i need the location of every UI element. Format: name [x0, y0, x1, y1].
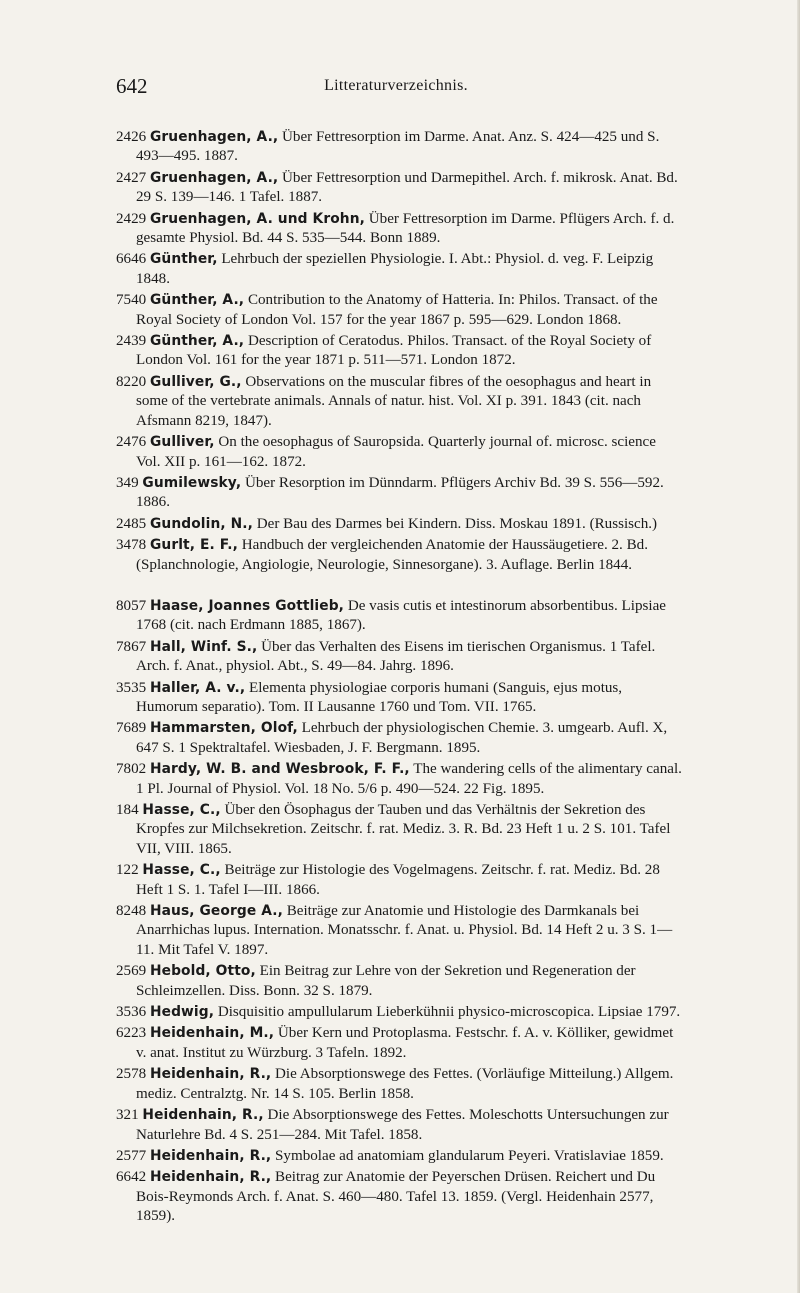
entry-number: 7540	[116, 292, 147, 309]
entry-number: 2476	[116, 434, 147, 451]
bibliography-list	[116, 128, 682, 1229]
entry-number: 321	[116, 1107, 139, 1124]
bibliography-entry	[116, 801, 682, 859]
entry-text: Über Kern und Protoplasma. Festschr. f. A. v. Kölliker, gewidmet v. anat. Institut zu Würzburg. 3 Tafeln. 1892.	[136, 1025, 674, 1061]
entry-text: On the oesophagus of Sauropsida. Quarterly journal of. microsc. science Vol. XII p. 161—162. 1872.	[136, 434, 656, 470]
entry-number: 122	[116, 862, 139, 879]
entry-number: 2439	[116, 333, 147, 350]
bibliography-entry	[116, 1024, 682, 1063]
entry-text: Ein Beitrag zur Lehre von der Sekretion und Regeneration der Schleimzellen. Diss. Bonn. 32 S. 1879.	[136, 963, 636, 999]
entry-number: 3535	[116, 679, 147, 696]
entry-text: Beitrag zur Anatomie der Peyerschen Drüsen. Reichert und Du Bois-Reymonds Arch. f. Anat. S. 460—480. Tafel 13. 1859. (Vergl. Heidenhain 2577, 1859).	[136, 1169, 656, 1225]
entry-author: Hedwig,	[149, 1004, 215, 1021]
entry-author: Haus, George A.,	[149, 903, 283, 920]
entry-number: 7802	[116, 761, 147, 778]
entry-author: Hardy, W. B. and Wesbrook, F. F.,	[149, 761, 410, 778]
entry-author: Heidenhain, R.,	[149, 1066, 272, 1083]
entry-text: Über Fettresorption im Darme. Pflügers Arch. f. d. gesamte Physiol. Bd. 44 S. 535—544. Bonn 1889.	[136, 210, 675, 247]
entry-number: 6223	[116, 1025, 147, 1042]
entry-text: Handbuch der vergleichenden Anatomie der Haussäugetiere. 2. Bd. (Splanchnologie, Angiologie, Neurologie, Sinnesorgane). 3. Auflage. Berlin 1844.	[136, 537, 648, 573]
entry-number: 349	[116, 474, 139, 491]
entry-number: 8220	[116, 373, 147, 390]
entry-number: 2485	[116, 515, 147, 532]
entry-author: Gulliver, G.,	[149, 373, 242, 390]
entry-author: Haller, A. v.,	[149, 679, 246, 696]
entry-author: Gumilewsky,	[142, 474, 242, 491]
bibliography-entry	[116, 250, 682, 289]
bibliography-entry	[116, 902, 682, 960]
entry-author: Haase, Joannes Gottlieb,	[149, 597, 345, 614]
bibliography-entry	[116, 1065, 682, 1104]
entry-number: 2577	[116, 1147, 147, 1164]
entry-author: Gulliver,	[149, 434, 215, 451]
entry-text: The wandering cells of the alimentary canal. 1 Pl. Journal of Physiol. Vol. 18 No. 5/6 p. 490—524. 22 Fig. 1895.	[136, 761, 682, 797]
bibliography-entry	[116, 638, 682, 677]
entry-number: 3536	[116, 1004, 147, 1021]
entry-author: Hasse, C.,	[142, 862, 221, 879]
entry-text: Lehrbuch der physiologischen Chemie. 3. umgearb. Aufl. X, 647 S. 1 Spektraltafel. Wiesbaden, J. F. Bergmann. 1895.	[136, 720, 668, 756]
entry-author: Günther, A.,	[149, 333, 245, 350]
entry-text: Die Absorptionswege des Fettes. Moleschotts Untersuchungen zur Naturlehre Bd. 4 S. 251—284. Mit Tafel. 1858.	[136, 1107, 669, 1143]
entry-number: 7689	[116, 720, 147, 737]
bibliography-entry	[116, 291, 682, 330]
entry-author: Hasse, C.,	[142, 802, 221, 818]
running-title: Litteraturverzeichnis.	[324, 77, 468, 94]
bibliography-entry	[116, 1147, 682, 1166]
bibliography-entry	[116, 962, 682, 1001]
bibliography-entry	[116, 169, 682, 208]
entry-text: Über das Verhalten des Eisens im tierischen Organismus. 1 Tafel. Arch. f. Anat., physiol. Abt., S. 49—84. Jahrg. 1896.	[136, 638, 656, 675]
bibliography-entry	[116, 433, 682, 472]
bibliography-entry	[116, 597, 682, 636]
entry-author: Gruenhagen, A. und Krohn,	[149, 210, 365, 227]
entry-author: Heidenhain, R.,	[149, 1169, 272, 1186]
entry-number: 184	[116, 802, 139, 818]
bibliography-entry	[116, 210, 682, 249]
entry-author: Gundolin, N.,	[149, 515, 253, 532]
entry-author: Heidenhain, R.,	[142, 1107, 264, 1124]
entry-author: Günther,	[149, 251, 218, 268]
entry-number: 6642	[116, 1169, 147, 1186]
bibliography-entry	[116, 679, 682, 718]
entry-text: Symbolae ad anatomiam glandularum Peyeri. Vratislaviae 1859.	[275, 1147, 664, 1164]
entry-text: Elementa physiologiae corporis humani (Sanguis, ejus motus, Humorum separatio). Tom. II Lausanne 1760 und Tom. VII. 1765.	[136, 679, 623, 715]
entry-text: Über Fettresorption im Darme. Anat. Anz. S. 424—425 und S. 493—495. 1887.	[136, 129, 660, 165]
entry-text: Disquisitio ampullularum Lieberkühnii physico-microscopica. Lipsiae 1797.	[217, 1004, 681, 1021]
entry-text: Observations on the muscular fibres of the oesophagus and heart in some of the vertebrate animals. Annals of natur. hist. Vol. XI p. 391. 1843 (cit. nach Afsmann 8219, 1847).	[136, 373, 652, 429]
bibliography-entry	[116, 373, 682, 431]
entry-author: Heidenhain, M.,	[149, 1025, 275, 1042]
entry-text: De vasis cutis et intestinorum absorbentibus. Lipsiae 1768 (cit. nach Erdmann 1885, 1867).	[136, 597, 666, 634]
entry-number: 7867	[116, 638, 147, 655]
entry-author: Hall, Winf. S.,	[149, 638, 258, 655]
entry-text: Über den Ösophagus der Tauben und das Verhältnis der Sekretion des Kropfes zur Milchsekretion. Zeitschr. f. rat. Mediz. 3. R. Bd. 23 Heft 1 u. 2 S. 101. Tafel VII, VIII. 1865.	[136, 802, 671, 857]
entry-number: 8248	[116, 903, 147, 920]
entry-number: 6646	[116, 251, 147, 268]
entry-text: Beiträge zur Histologie des Vogelmagens. Zeitschr. f. rat. Mediz. Bd. 28 Heft 1 S. 1. Tafel I—III. 1866.	[136, 862, 660, 898]
entry-author: Günther, A.,	[149, 292, 245, 309]
entry-number: 8057	[116, 597, 147, 614]
bibliography-entry	[116, 719, 682, 758]
bibliography-entry	[116, 1168, 682, 1226]
bibliography-entry	[116, 128, 682, 167]
entry-number: 2578	[116, 1066, 147, 1083]
entry-text: Der Bau des Darmes bei Kindern. Diss. Moskau 1891. (Russisch.)	[256, 515, 658, 532]
entry-author: Hammarsten, Olof,	[149, 720, 298, 737]
bibliography-entry	[116, 861, 682, 900]
page-header	[116, 74, 676, 100]
bibliography-entry	[116, 332, 682, 371]
bibliography-entry	[116, 1003, 682, 1022]
entry-author: Hebold, Otto,	[149, 963, 256, 980]
bibliography-entry	[116, 760, 682, 799]
entry-text: Über Fettresorption und Darmepithel. Arch. f. mikrosk. Anat. Bd. 29 S. 139—146. 1 Tafel. 1887.	[136, 169, 678, 206]
entry-number: 2569	[116, 963, 147, 980]
bibliography-entry	[116, 474, 682, 513]
entry-text: Lehrbuch der speziellen Physiologie. I. Abt.: Physiol. d. veg. F. Leipzig 1848.	[136, 251, 654, 287]
entry-number: 3478	[116, 537, 147, 554]
entry-number: 2427	[116, 169, 147, 186]
bibliography-entry	[116, 536, 682, 575]
entry-text: Beiträge zur Anatomie und Histologie des Darmkanals bei Anarrhichas lupus. Internation. Monatsschr. f. Anat. u. Physiol. Bd. 14 Heft 2 u. 3 S. 1—11. Mit Tafel V. 1897.	[136, 903, 673, 958]
entry-author: Gurlt, E. F.,	[149, 537, 238, 554]
entry-number: 2426	[116, 129, 147, 145]
bibliography-entry	[116, 515, 682, 534]
entry-number: 2429	[116, 210, 147, 227]
page-number: 642	[116, 74, 148, 98]
entry-author: Heidenhain, R.,	[149, 1147, 272, 1164]
entry-text: Description of Ceratodus. Philos. Transact. of the Royal Society of London Vol. 161 for the year 1871 p. 511—571. London 1872.	[136, 333, 652, 369]
bibliography-entry	[116, 1106, 682, 1145]
entry-text: Über Resorption im Dünndarm. Pflügers Archiv Bd. 39 S. 556—592. 1886.	[136, 474, 664, 511]
entry-author: Gruenhagen, A.,	[149, 169, 279, 186]
entry-text: Die Absorptionswege des Fettes. (Vorläufige Mitteilung.) Allgem. mediz. Centralztg. Nr. 14 S. 105. Berlin 1858.	[136, 1066, 674, 1102]
entry-author: Gruenhagen, A.,	[149, 129, 279, 145]
entry-text: Contribution to the Anatomy of Hatteria. In: Philos. Transact. of the Royal Society of London Vol. 157 for the year 1867 p. 595—629. London 1868.	[136, 292, 658, 328]
